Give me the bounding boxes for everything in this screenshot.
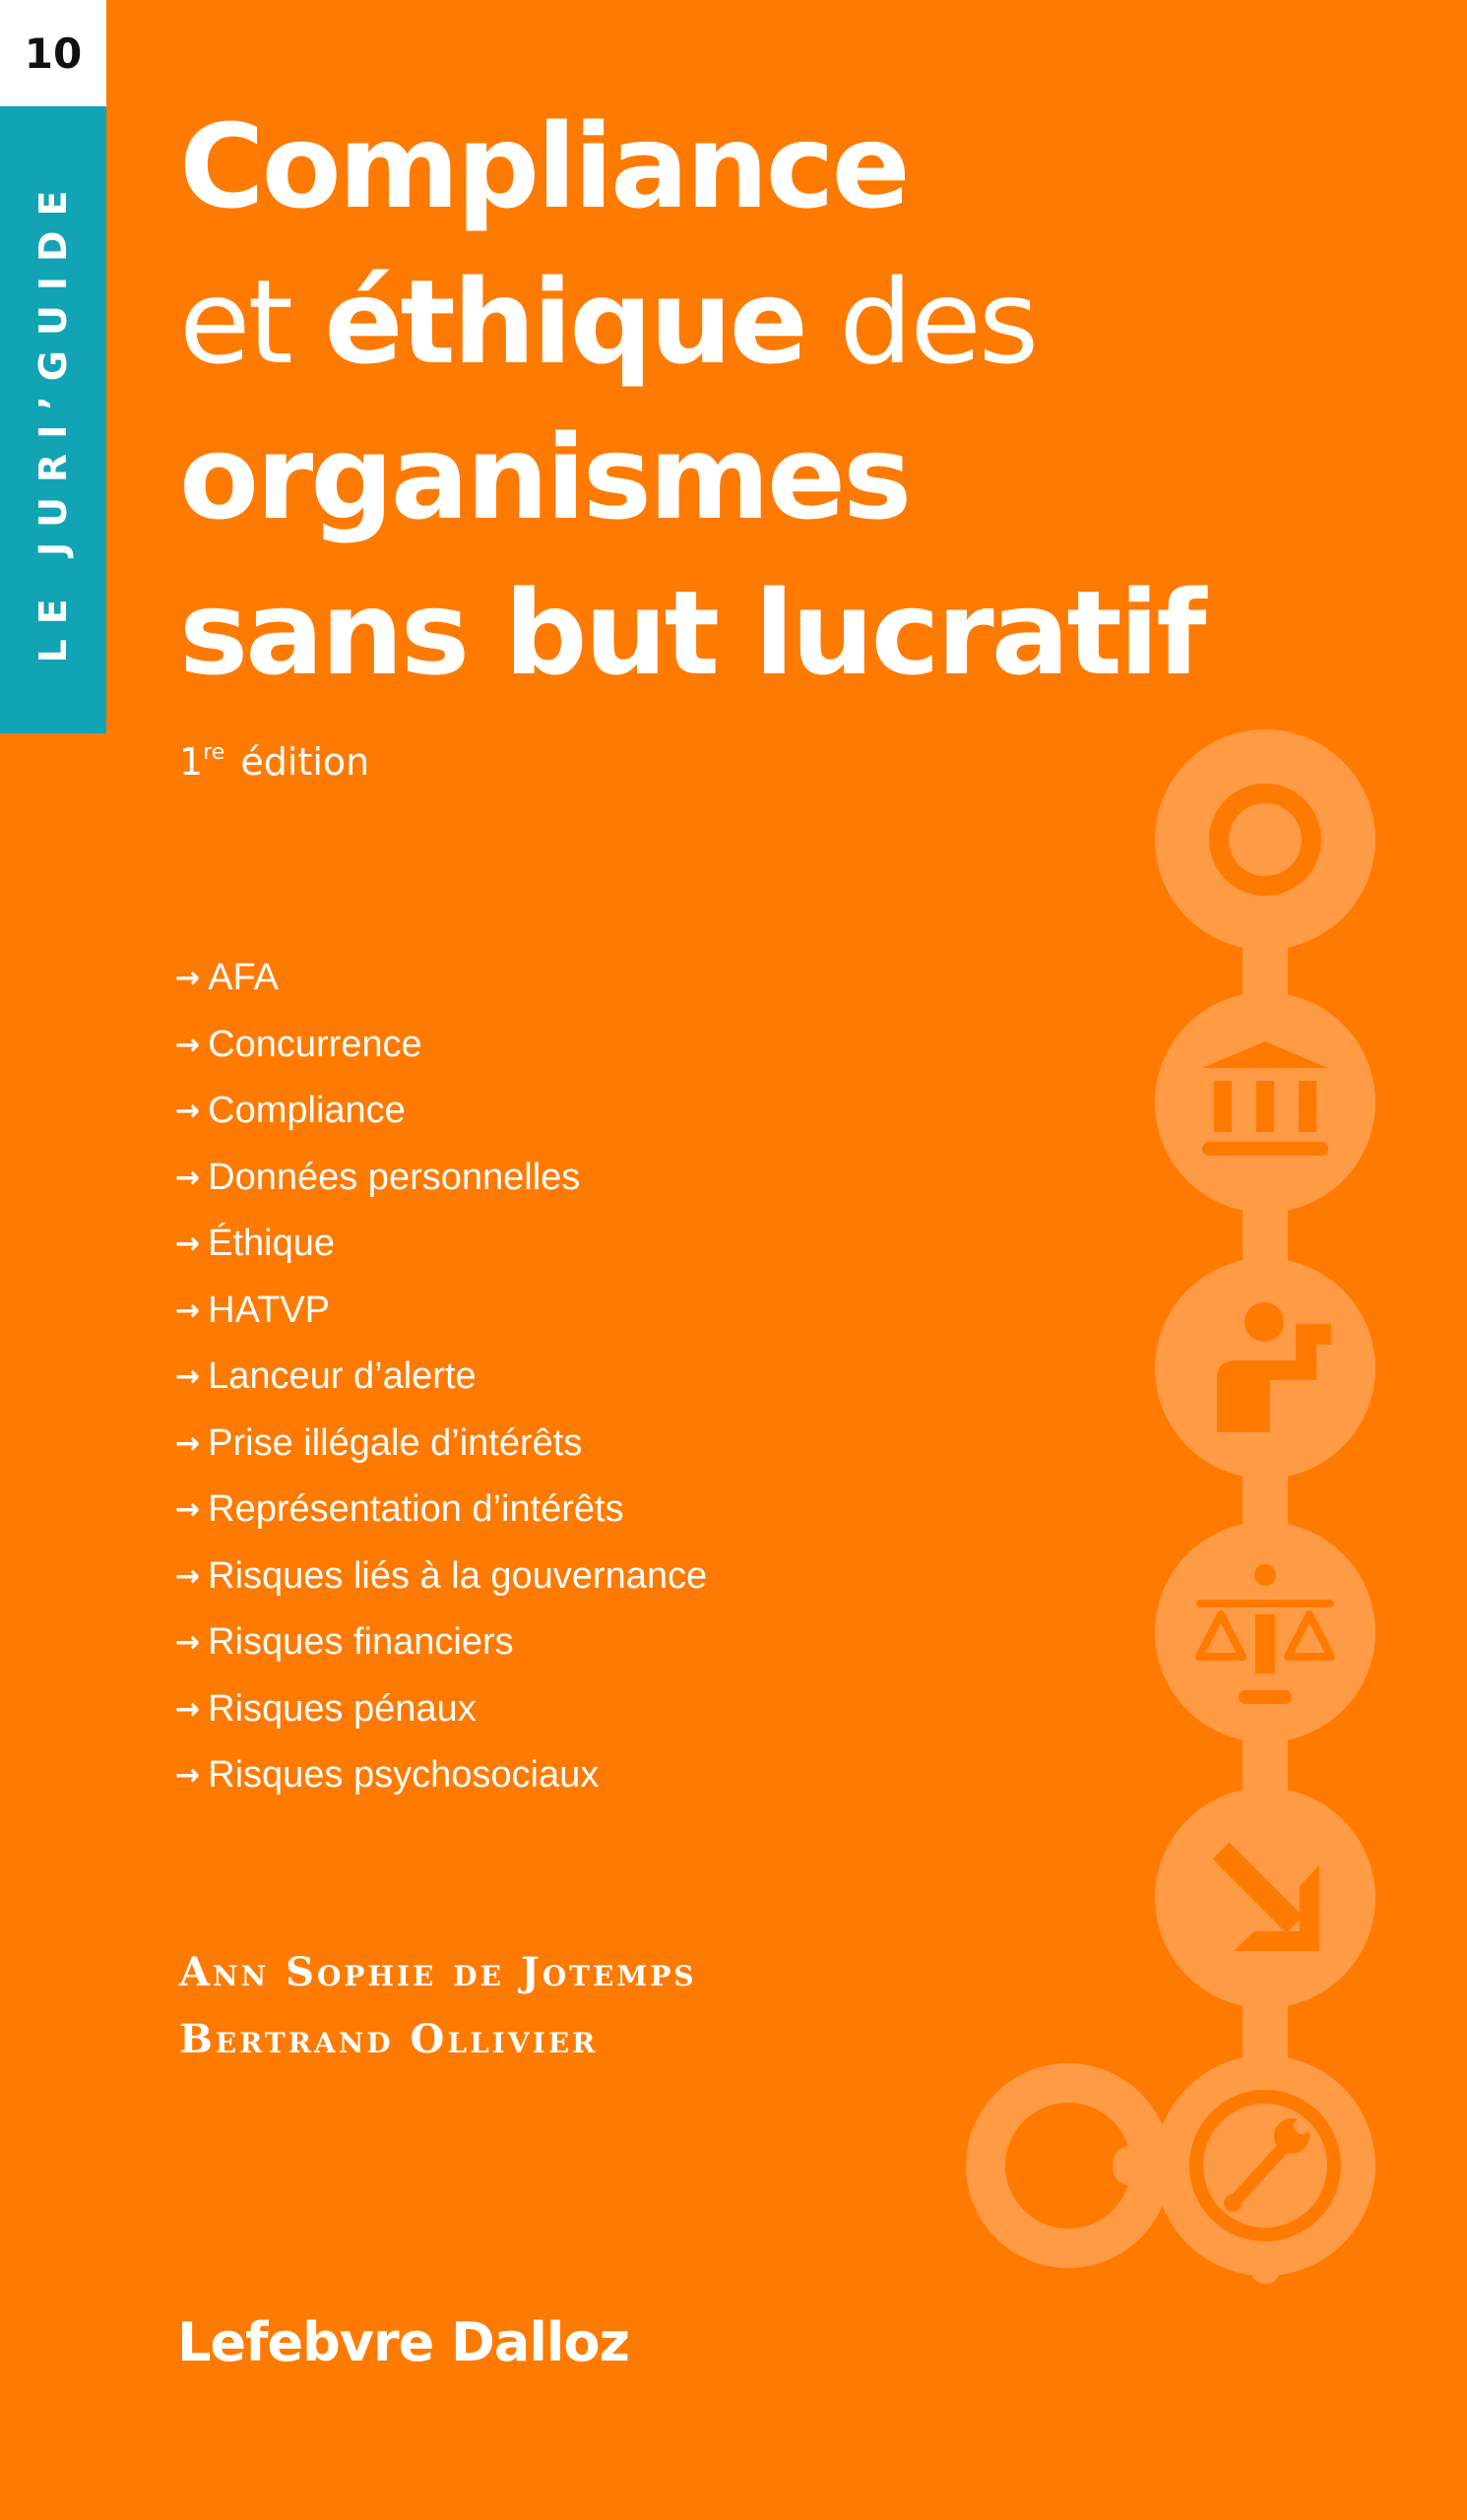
topic-item xyxy=(175,1145,707,1212)
arrow-right-icon: → xyxy=(175,1160,201,1195)
arrow-right-icon: → xyxy=(175,1027,201,1062)
arrow-right-icon: → xyxy=(175,1094,201,1129)
title-line-2-prefix: et xyxy=(179,254,325,390)
topic-item xyxy=(175,1211,707,1278)
topic-label: Concurrence xyxy=(208,1023,422,1065)
person-icon xyxy=(1155,1258,1375,1479)
arrow-right-icon: → xyxy=(175,1292,201,1328)
topic-label: Représentation d’intérêts xyxy=(208,1488,624,1531)
series-name: LE JURI’GUIDE xyxy=(32,175,75,663)
title-line-4: sans but lucratif xyxy=(179,565,1204,701)
ring-icon xyxy=(1155,729,1375,950)
arrow-right-icon: → xyxy=(175,1492,201,1528)
topic-item xyxy=(175,1742,707,1809)
scales-icon xyxy=(1155,1522,1375,1742)
topic-label: Données personnelles xyxy=(208,1156,581,1198)
topic-label: Risques financiers xyxy=(208,1621,514,1664)
edition xyxy=(179,740,369,784)
institution-icon xyxy=(1155,992,1375,1213)
topic-label: Lanceur d’alerte xyxy=(208,1355,477,1398)
topic-label: Risques psychosociaux xyxy=(208,1754,600,1796)
arrow-right-icon: → xyxy=(175,1691,201,1727)
topic-item xyxy=(175,1012,707,1079)
topic-item xyxy=(175,1477,707,1544)
topic-label: HATVP xyxy=(208,1289,331,1331)
topic-label: Risques liés à la gouvernance xyxy=(208,1554,708,1597)
arrow-right-icon: → xyxy=(175,1227,201,1262)
authors xyxy=(179,1939,697,2073)
author-1: Ann Sophie de Jotemps xyxy=(179,1949,697,1995)
topic-label: Compliance xyxy=(208,1090,406,1132)
topic-item xyxy=(175,1609,707,1676)
topic-item xyxy=(175,1676,707,1743)
topic-item xyxy=(175,1078,707,1145)
title-line-1: Compliance xyxy=(179,98,908,234)
topic-label: AFA xyxy=(208,957,279,999)
topic-item xyxy=(175,1411,707,1478)
title-line-3: organismes xyxy=(179,410,910,545)
series-tab xyxy=(0,0,106,733)
arrow-right-icon: → xyxy=(175,1625,201,1661)
arrow-right-icon: → xyxy=(175,1425,201,1461)
arrow-right-icon: → xyxy=(175,961,201,996)
edition-suffix: re xyxy=(203,740,225,765)
arrow-right-icon: → xyxy=(175,1758,201,1794)
series-number: 10 xyxy=(0,0,106,106)
topic-label: Éthique xyxy=(208,1223,336,1265)
topic-label: Risques pénaux xyxy=(208,1687,477,1730)
author-2: Bertrand Ollivier xyxy=(179,2016,599,2062)
arrow-down-right-icon xyxy=(1155,1788,1375,2008)
topic-item xyxy=(175,1344,707,1411)
topic-label: Prise illégale d’intérêts xyxy=(208,1421,583,1464)
title-line-2-suffix: des xyxy=(804,254,1037,390)
arrow-right-icon: → xyxy=(175,1359,201,1395)
wrench-icon xyxy=(986,2055,1375,2276)
title-line-2 xyxy=(179,244,1204,400)
edition-label: édition xyxy=(228,740,370,784)
chain-shapes xyxy=(1113,915,1288,2284)
publisher-logo: Lefebvre Dalloz xyxy=(177,2311,629,2373)
title-line-2-emphasis: éthique xyxy=(324,254,805,390)
topic-item xyxy=(175,1278,707,1345)
arrow-right-icon: → xyxy=(175,1558,201,1594)
book-title xyxy=(179,89,1204,711)
topic-item xyxy=(175,945,707,1012)
topics-list xyxy=(175,945,707,1809)
topic-item xyxy=(175,1544,707,1610)
edition-number: 1 xyxy=(179,740,204,784)
